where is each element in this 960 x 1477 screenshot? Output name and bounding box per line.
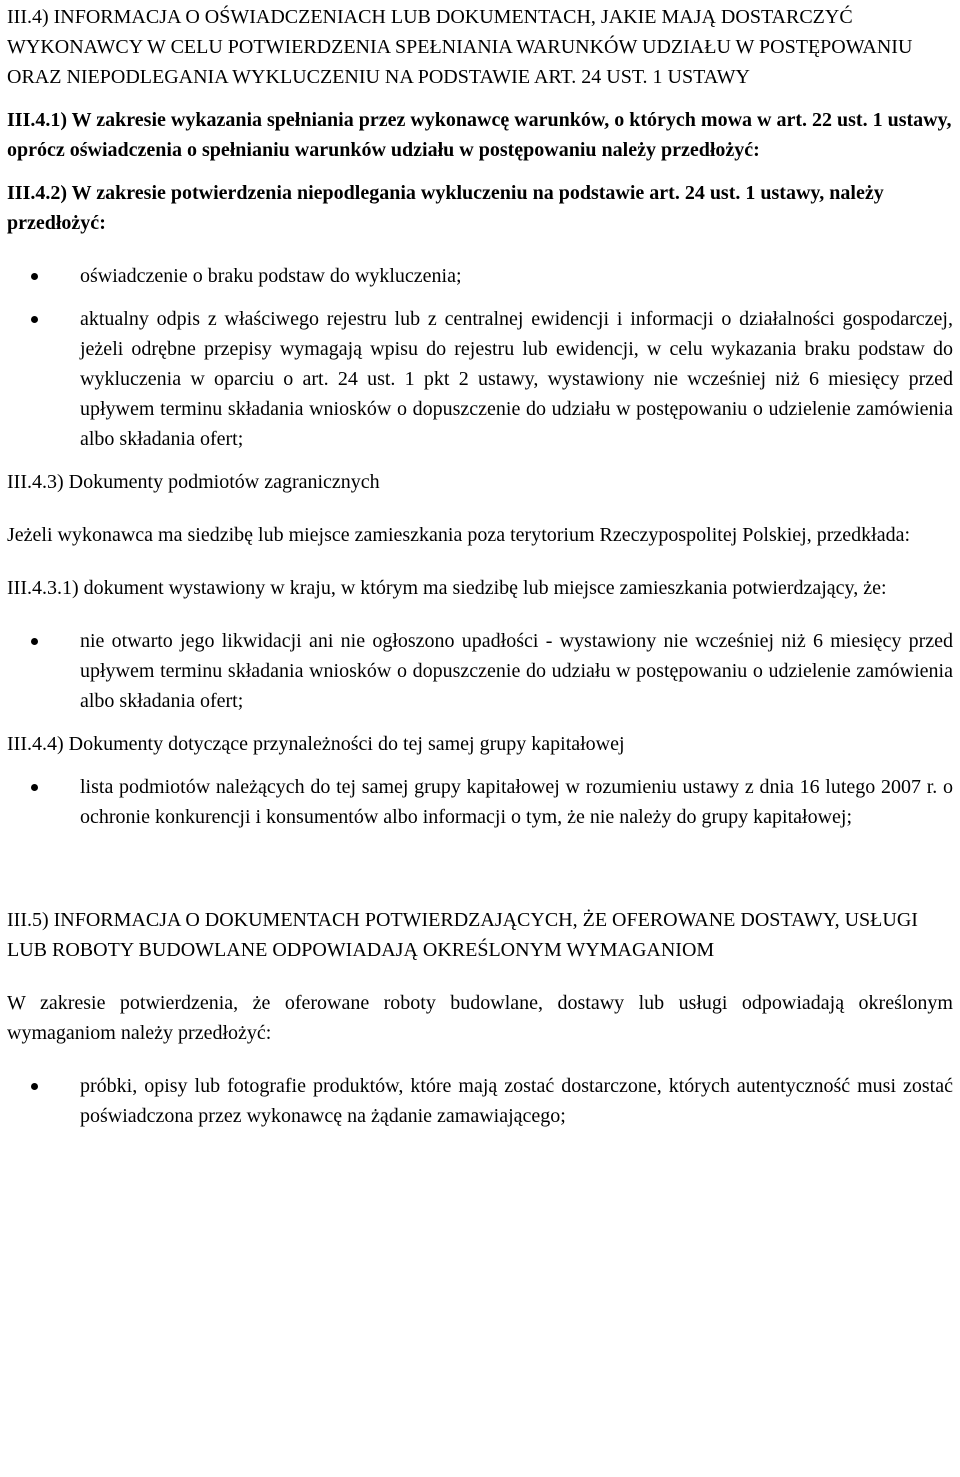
list-item-text: lista podmiotów należących do tej samej grupy kapitałowej w rozumieniu ustawy z dnia 16 lutego 2007 r. o ochronie konkurencji i konsumentów albo informacji o tym, że nie należy do grupy kapitałowej; [80, 776, 953, 828]
bullet-list-iii5 [7, 1071, 953, 1131]
list-item-text: oświadczenie o braku podstaw do wykluczenia; [80, 265, 462, 287]
subsection-iii431: III.4.3.1) dokument wystawiony w kraju, w którym ma siedzibę lub miejsce zamieszkania potwierdzający, że: [7, 577, 887, 599]
list-item [7, 304, 953, 454]
section-iii5-text: W zakresie potwierdzenia, że oferowane roboty budowlane, dostawy lub usługi odpowiadają określonym wymaganiom należy przedłożyć: [7, 992, 953, 1044]
list-item [7, 261, 953, 291]
list-item-text: próbki, opisy lub fotografie produktów, które mają zostać dostarczone, których autentyczność musi zostać poświadczona przez wykonawcę na żądanie zamawiającego; [80, 1075, 953, 1127]
bullet-icon [31, 784, 38, 791]
list-item [7, 626, 953, 716]
bullet-icon [31, 638, 38, 645]
document-page [7, 2, 953, 1131]
list-item [7, 1071, 953, 1131]
bullet-list-iii42 [7, 261, 953, 454]
bullet-icon [31, 316, 38, 323]
subsection-iii41: III.4.1) W zakresie wykazania spełniania przez wykonawcę warunków, o których mowa w art. 22 ust. 1 ustawy, oprócz oświadczenia o spełnianiu warunków udziału w postępowaniu należy przedłożyć: [7, 109, 952, 161]
section-heading-iii4: III.4) INFORMACJA O OŚWIADCZENIACH LUB DOKUMENTACH, JAKIE MAJĄ DOSTARCZYĆ WYKONAWCY W CELU POTWIERDZENIA SPEŁNIANIA WARUNKÓW UDZIAŁU W POSTĘPOWANIU ORAZ NIEPODLEGANIA WYKLUCZENIU NA PODSTAWIE ART. 24 UST. 1 USTAWY [7, 6, 913, 88]
bullet-list-iii431 [7, 626, 953, 716]
bullet-list-iii44 [7, 772, 953, 832]
list-item-text: nie otwarto jego likwidacji ani nie ogłoszono upadłości - wystawiony nie wcześniej niż 6 miesięcy przed upływem terminu składania wniosków o dopuszczenie do udziału w postępowaniu o udzielenie zamówienia albo składania ofert; [80, 630, 953, 712]
bullet-icon [31, 273, 38, 280]
bullet-icon [31, 1083, 38, 1090]
section-heading-iii5: III.5) INFORMACJA O DOKUMENTACH POTWIERDZAJĄCYCH, ŻE OFEROWANE DOSTAWY, USŁUGI LUB ROBOTY BUDOWLANE ODPOWIADAJĄ OKREŚLONYM WYMAGANIOM [7, 909, 918, 961]
subsection-iii44: III.4.4) Dokumenty dotyczące przynależności do tej samej grupy kapitałowej [7, 733, 625, 755]
subsection-iii43: III.4.3) Dokumenty podmiotów zagranicznych [7, 471, 380, 493]
foreign-entities-text: Jeżeli wykonawca ma siedzibę lub miejsce zamieszkania poza terytorium Rzeczypospolitej Polskiej, przedkłada: [7, 524, 911, 546]
list-item [7, 772, 953, 832]
list-item-text: aktualny odpis z właściwego rejestru lub z centralnej ewidencji i informacji o działalności gospodarczej, jeżeli odrębne przepisy wymagają wpisu do rejestru lub ewidencji, w celu wykazania braku podstaw do wykluczenia w oparciu o art. 24 ust. 1 pkt 2 ustawy, wystawiony nie wcześniej niż 6 miesięcy przed upływem terminu składania wniosków o dopuszczenie do udziału w postępowaniu o udzielenie zamówienia albo składania ofert; [80, 308, 953, 450]
subsection-iii42: III.4.2) W zakresie potwierdzenia niepodlegania wykluczeniu na podstawie art. 24 ust. 1 ustawy, należy przedłożyć: [7, 182, 884, 234]
